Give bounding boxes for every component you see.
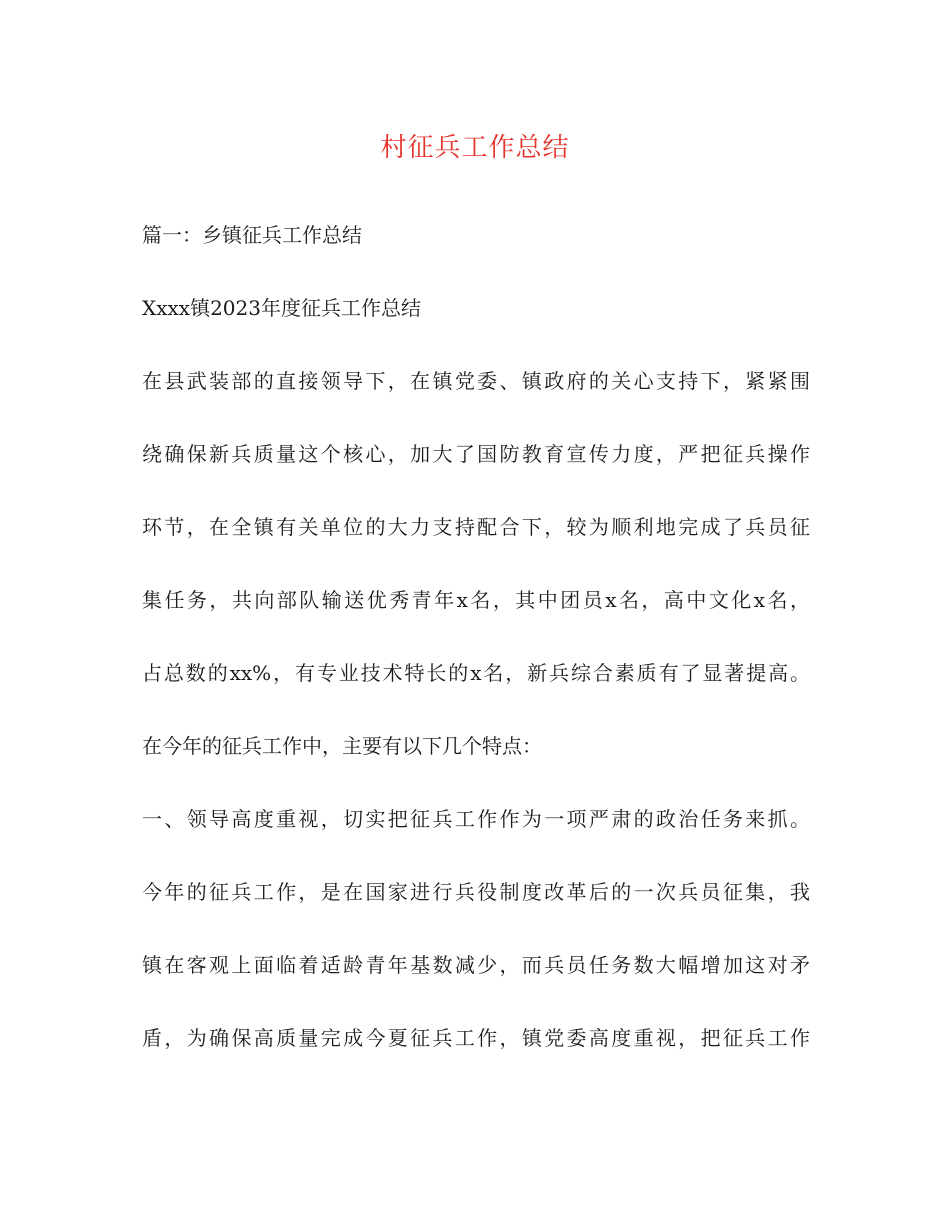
paragraph-line: 环节，在全镇有关单位的大力支持配合下，较为顺利地完成了兵员征 xyxy=(142,515,810,539)
paragraph-line: 绕确保新兵质量这个核心，加大了国防教育宣传力度，严把征兵操作 xyxy=(142,442,810,466)
paragraph-line: 占总数的xx%，有专业技术特长的x名，新兵综合素质有了显著提高。 xyxy=(142,661,810,685)
document-body xyxy=(142,217,810,1056)
point-heading: 一、领导高度重视，切实把征兵工作作为一项严肃的政治任务来抓。 xyxy=(142,807,810,831)
paragraph-line: 今年的征兵工作，是在国家进行兵役制度改革后的一次兵员征集，我 xyxy=(142,880,810,904)
document-title: 村征兵工作总结 xyxy=(380,133,570,163)
section-heading: 篇一：乡镇征兵工作总结 xyxy=(142,223,362,247)
paragraph-line: 在县武装部的直接领导下，在镇党委、镇政府的关心支持下，紧紧围 xyxy=(142,369,810,393)
paragraph-line: 集任务，共向部队输送优秀青年x名，其中团员x名，高中文化x名， xyxy=(142,588,810,612)
sub-heading: Xxxx镇2023年度征兵工作总结 xyxy=(142,296,421,320)
paragraph-line: 盾，为确保高质量完成今夏征兵工作，镇党委高度重视，把征兵工作 xyxy=(142,1026,810,1050)
paragraph-line: 镇在客观上面临着适龄青年基数减少，而兵员任务数大幅增加这对矛 xyxy=(142,953,810,977)
paragraph-line: 在今年的征兵工作中，主要有以下几个特点： xyxy=(142,734,542,758)
